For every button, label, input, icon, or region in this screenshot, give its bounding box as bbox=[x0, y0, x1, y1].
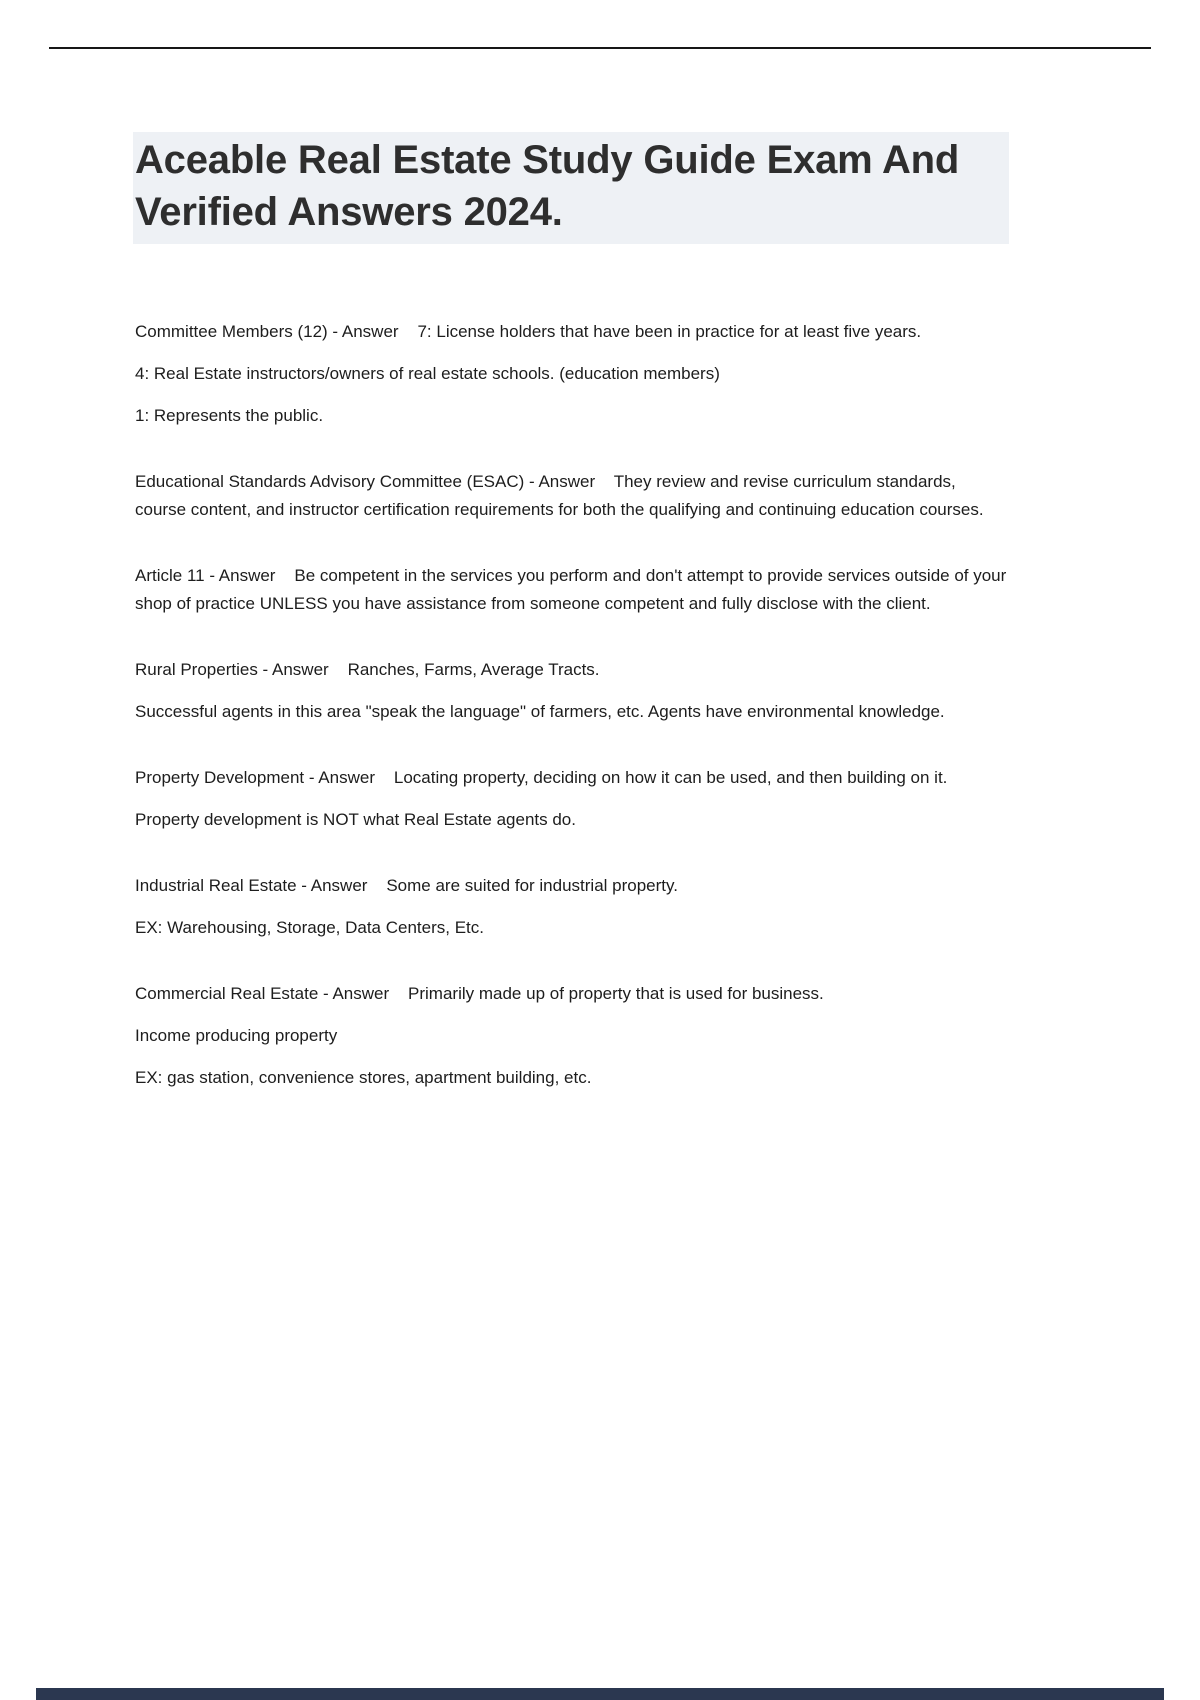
qa-block-esac bbox=[135, 468, 1007, 524]
qa-paragraph: Property Development - Answer Locating property, deciding on how it can be used, and then building on it. bbox=[135, 768, 948, 787]
qa-paragraph: Rural Properties - Answer Ranches, Farms, Average Tracts. bbox=[135, 660, 600, 679]
qa-block-commercial-real-estate bbox=[135, 980, 1007, 1092]
qa-paragraph: Committee Members (12) - Answer 7: License holders that have been in practice for at least five years. bbox=[135, 322, 922, 341]
qa-paragraph: Educational Standards Advisory Committee (ESAC) - Answer They review and revise curriculum standards, course content, and instructor certification requirements for both the qualifying and continuing education courses. bbox=[135, 472, 984, 519]
qa-paragraph: 4: Real Estate instructors/owners of real estate schools. (education members) bbox=[135, 364, 720, 383]
qa-paragraph: Income producing property bbox=[135, 1026, 338, 1045]
qa-block-committee-members bbox=[135, 318, 1007, 430]
qa-paragraph: Property development is NOT what Real Estate agents do. bbox=[135, 810, 576, 829]
qa-block-rural-properties bbox=[135, 656, 1007, 726]
qa-paragraph: 1: Represents the public. bbox=[135, 406, 324, 425]
footer-bar bbox=[36, 1688, 1164, 1700]
qa-block-property-development bbox=[135, 764, 1007, 834]
qa-paragraph: EX: Warehousing, Storage, Data Centers, Etc. bbox=[135, 918, 484, 937]
top-divider bbox=[49, 47, 1151, 49]
qa-paragraph: Article 11 - Answer Be competent in the services you perform and don't attempt to provide services outside of your shop of practice UNLESS you have assistance from someone competent and fully disclose with the client. bbox=[135, 566, 1012, 613]
qa-paragraph: Industrial Real Estate - Answer Some are suited for industrial property. bbox=[135, 876, 678, 895]
qa-block-industrial-real-estate bbox=[135, 872, 1007, 942]
qa-paragraph: Commercial Real Estate - Answer Primarily made up of property that is used for business. bbox=[135, 984, 824, 1003]
document-body bbox=[135, 318, 1012, 1130]
page-title: Aceable Real Estate Study Guide Exam And Verified Answers 2024. bbox=[133, 132, 1009, 244]
qa-block-article-11 bbox=[135, 562, 1012, 618]
qa-paragraph: Successful agents in this area "speak the language" of farmers, etc. Agents have environmental knowledge. bbox=[135, 702, 945, 721]
qa-paragraph: EX: gas station, convenience stores, apartment building, etc. bbox=[135, 1068, 592, 1087]
